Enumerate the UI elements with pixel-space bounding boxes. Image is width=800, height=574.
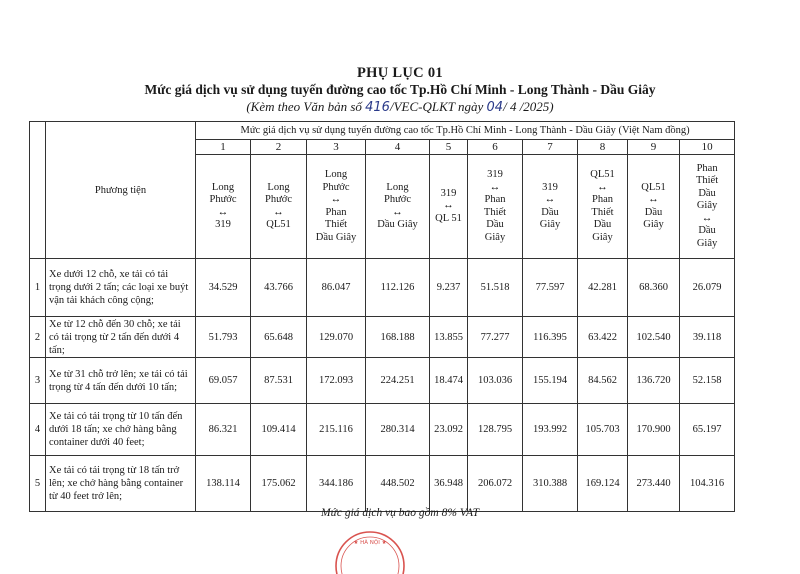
vat-note: Mức giá dịch vụ bao gồm 8% VAT <box>321 507 479 519</box>
fee-value: 193.992 <box>523 404 578 456</box>
route-name-line: QL 51 <box>435 212 462 224</box>
fee-value: 52.158 <box>680 358 735 404</box>
route-name-line: ↔ <box>273 206 284 218</box>
fee-value: 215.116 <box>307 404 366 456</box>
route-name-line: Phan <box>484 194 506 205</box>
fee-value: 310.388 <box>523 456 578 512</box>
svg-text:★ HÀ NỘI ★: ★ HÀ NỘI ★ <box>353 540 387 546</box>
route-name-line: Giây <box>484 231 506 243</box>
vehicle-header: Phương tiện <box>46 122 196 259</box>
fee-value: 84.562 <box>578 358 628 404</box>
stt-header-cell <box>30 122 46 259</box>
column-number: 7 <box>523 140 578 155</box>
fee-value: 105.703 <box>578 404 628 456</box>
fee-value: 172.093 <box>307 358 366 404</box>
fee-value: 36.948 <box>430 456 468 512</box>
column-route-name <box>307 155 366 259</box>
column-route-name <box>628 155 680 259</box>
route-name-line: QL51 <box>590 169 615 180</box>
route-name-line: Giây <box>539 219 561 230</box>
route-name-line: Long <box>211 181 235 193</box>
route-name-line: Dầu <box>698 225 716 237</box>
route-name-line: Phan <box>696 162 718 174</box>
fee-value: 77.277 <box>468 317 523 358</box>
fee-value: 112.126 <box>366 259 430 317</box>
vehicle-type: Xe dưới 12 chỗ, xe tải có tải trọng dưới 2 tấn; các loại xe buýt vận tải khách công cộng; <box>46 259 196 317</box>
table-row <box>30 456 735 512</box>
route-name-line: ↔ <box>392 206 403 218</box>
row-number: 5 <box>30 456 46 512</box>
fee-value: 23.092 <box>430 404 468 456</box>
table-row <box>30 358 735 404</box>
route-name-line: Dầu <box>486 219 504 230</box>
route-name-line: QL51 <box>641 181 666 193</box>
column-number: 4 <box>366 140 430 155</box>
red-stamp-seal <box>320 524 420 574</box>
fee-value: 86.321 <box>196 404 251 456</box>
fee-value: 138.114 <box>196 456 251 512</box>
route-name-line: 319 <box>487 169 503 180</box>
fee-value: 170.900 <box>628 404 680 456</box>
column-route-name <box>523 155 578 259</box>
reference-line <box>0 99 800 115</box>
fee-value: 168.188 <box>366 317 430 358</box>
route-name-line: Long <box>386 181 409 193</box>
fee-value: 128.795 <box>468 404 523 456</box>
route-name-line: Dầu <box>541 206 559 218</box>
route-name-line: Dầu <box>698 187 716 199</box>
fee-value: 448.502 <box>366 456 430 512</box>
column-number: 6 <box>468 140 523 155</box>
column-route-name <box>430 155 468 259</box>
ref-open: (Kèm theo Văn bản số <box>246 99 366 114</box>
fee-value: 65.197 <box>680 404 735 456</box>
column-number: 8 <box>578 140 628 155</box>
route-name-line: Giây <box>696 200 718 212</box>
appendix-title: PHỤ LỤC 01 <box>357 65 443 81</box>
fee-value: 86.047 <box>307 259 366 317</box>
fee-value: 77.597 <box>523 259 578 317</box>
column-route-name <box>468 155 523 259</box>
fee-value: 34.529 <box>196 259 251 317</box>
row-number: 4 <box>30 404 46 456</box>
fee-value: 116.395 <box>523 317 578 358</box>
fee-value: 175.062 <box>251 456 307 512</box>
column-number: 5 <box>430 140 468 155</box>
route-name-line: Phan <box>592 194 613 205</box>
route-name-line: ↔ <box>648 194 659 205</box>
fee-value: 39.118 <box>680 317 735 358</box>
column-route-name <box>251 155 307 259</box>
fee-value: 129.070 <box>307 317 366 358</box>
table-caption: Mức giá dịch vụ sử dụng tuyến đường cao tốc Tp.Hồ Chí Minh - Long Thành - Dầu Giây (Việt Nam đồng) <box>196 122 735 140</box>
route-name-line: QL51 <box>266 219 291 230</box>
fee-value: 344.186 <box>307 456 366 512</box>
column-route-name <box>366 155 430 259</box>
route-name-line: 319 <box>440 187 457 199</box>
route-name-line: Giây <box>696 237 718 249</box>
column-number: 1 <box>196 140 251 155</box>
route-name-line: Giây <box>592 231 613 243</box>
fee-value: 26.079 <box>680 259 735 317</box>
fee-value: 68.360 <box>628 259 680 317</box>
route-name-line: Phước <box>384 194 411 205</box>
fee-value: 169.124 <box>578 456 628 512</box>
column-route-name <box>578 155 628 259</box>
row-number: 1 <box>30 259 46 317</box>
fee-value: 104.316 <box>680 456 735 512</box>
toll-fee-table <box>29 121 735 512</box>
fee-value: 109.414 <box>251 404 307 456</box>
fee-value: 42.281 <box>578 259 628 317</box>
table-row <box>30 404 735 456</box>
vehicle-type: Xe từ 31 chỗ trở lên; xe tải có tải trọng từ 4 tấn đến dưới 10 tấn; <box>46 358 196 404</box>
table-row <box>30 317 735 358</box>
row-number: 2 <box>30 317 46 358</box>
column-route-name <box>680 155 735 259</box>
handwritten-ref-day: 04 <box>486 100 504 115</box>
route-name-line: ↔ <box>443 200 454 212</box>
fee-value: 9.237 <box>430 259 468 317</box>
route-name-line: Phước <box>209 194 237 205</box>
row-number: 3 <box>30 358 46 404</box>
route-name-line: Dầu Giây <box>377 219 418 230</box>
route-name-line: Thiết <box>695 175 719 187</box>
fee-value: 155.194 <box>523 358 578 404</box>
route-name-line: Dầu <box>593 219 612 230</box>
fee-value: 136.720 <box>628 358 680 404</box>
route-name-line: ↔ <box>489 181 501 193</box>
fee-value: 103.036 <box>468 358 523 404</box>
route-name-line: Phước <box>265 194 292 205</box>
route-name-line: ↔ <box>701 212 713 224</box>
fee-value: 13.855 <box>430 317 468 358</box>
route-name-line: Long <box>324 169 348 180</box>
route-name-line: ↔ <box>597 181 608 193</box>
table-row <box>30 259 735 317</box>
route-name-line: Phước <box>322 181 350 193</box>
fee-value: 280.314 <box>366 404 430 456</box>
route-name-line: Dầu <box>644 206 663 218</box>
vehicle-type: Xe tải có tải trọng từ 18 tấn trở lên; xe chở hàng bằng container từ 40 feet trở lên; <box>46 456 196 512</box>
fee-value: 273.440 <box>628 456 680 512</box>
fee-value: 69.057 <box>196 358 251 404</box>
fee-value: 206.072 <box>468 456 523 512</box>
document-subtitle: Mức giá dịch vụ sử dụng tuyến đường cao tốc Tp.Hồ Chí Minh - Long Thành - Dầu Giây <box>144 82 656 97</box>
vehicle-type: Xe tải có tải trọng từ 10 tấn đến dưới 18 tấn; xe chở hàng bằng container dưới 40 feet; <box>46 404 196 456</box>
route-name-line: Thiết <box>324 219 348 230</box>
fee-value: 51.518 <box>468 259 523 317</box>
handwritten-ref-number: 416 <box>365 100 390 115</box>
fee-value: 87.531 <box>251 358 307 404</box>
fee-value: 102.540 <box>628 317 680 358</box>
ref-tail: / 4 /2025) <box>503 99 554 114</box>
fee-value: 51.793 <box>196 317 251 358</box>
route-name-line: Thiết <box>483 206 507 218</box>
vehicle-type: Xe từ 12 chỗ đến 30 chỗ; xe tải có tải trọng từ 2 tấn đến dưới 4 tấn; <box>46 317 196 358</box>
route-name-line: Phan <box>325 206 347 218</box>
fee-value: 224.251 <box>366 358 430 404</box>
fee-value: 18.474 <box>430 358 468 404</box>
fee-value: 65.648 <box>251 317 307 358</box>
route-name-line: ↔ <box>544 194 556 205</box>
route-name-line: ↔ <box>330 194 342 205</box>
route-name-line: Dầu Giây <box>315 231 357 243</box>
route-name-line: Thiết <box>591 206 614 218</box>
ref-mid: /VEC-QLKT ngày <box>389 99 487 114</box>
route-name-line: ↔ <box>217 206 229 218</box>
route-name-line: Giây <box>643 219 664 230</box>
fee-value: 43.766 <box>251 259 307 317</box>
column-number: 10 <box>680 140 735 155</box>
route-name-line: Long <box>267 181 290 193</box>
column-route-name <box>196 155 251 259</box>
column-number: 3 <box>307 140 366 155</box>
column-number: 9 <box>628 140 680 155</box>
route-name-line: 319 <box>542 181 558 193</box>
column-number: 2 <box>251 140 307 155</box>
route-name-line: 319 <box>215 219 231 230</box>
fee-value: 63.422 <box>578 317 628 358</box>
